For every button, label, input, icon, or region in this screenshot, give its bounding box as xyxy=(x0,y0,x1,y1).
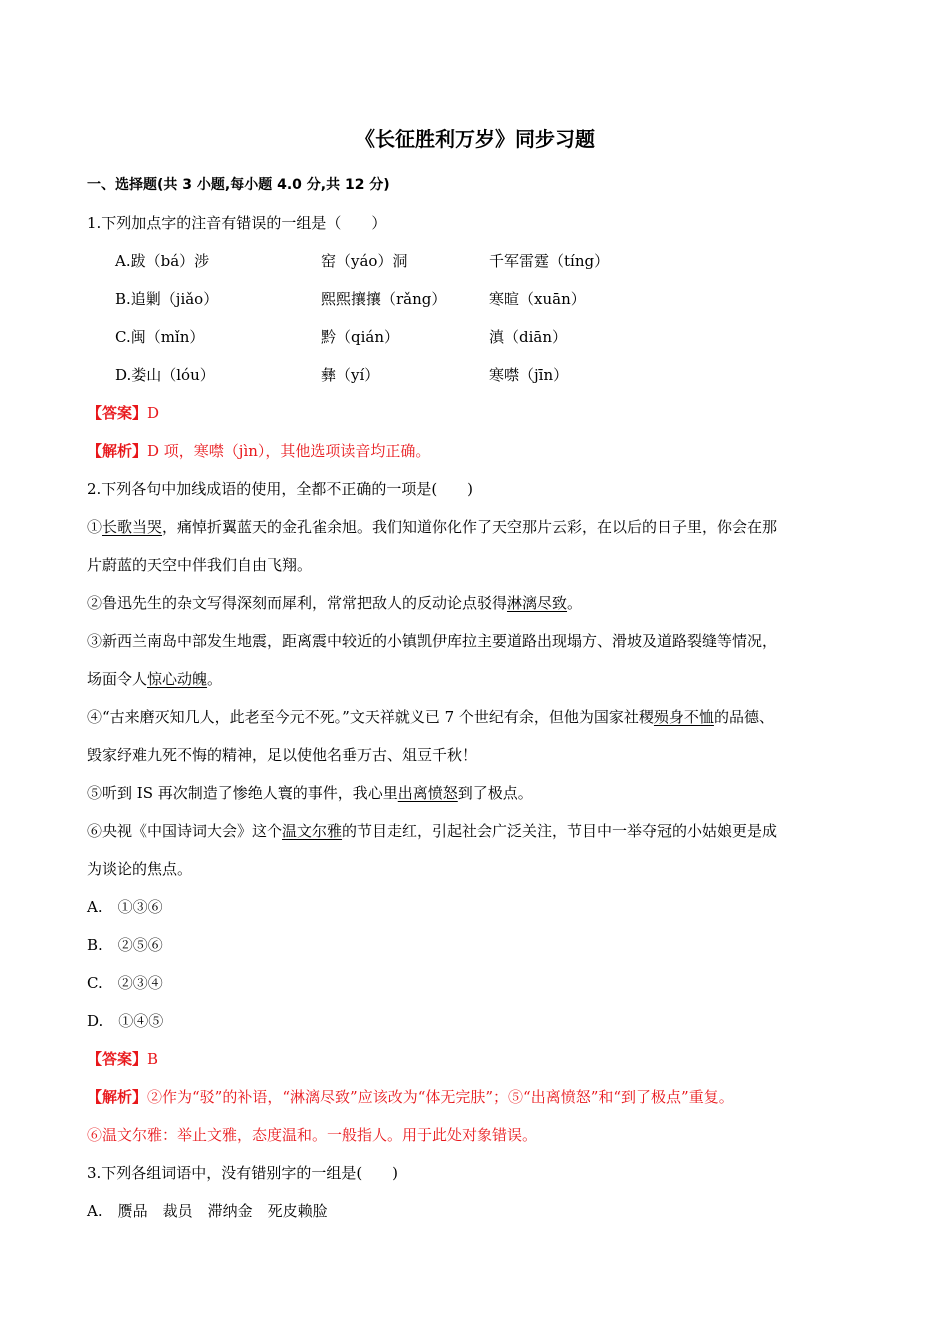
q1-option-a-3: 千军雷霆（tíng） xyxy=(489,252,610,270)
q1-option-a-2: 窑（yáo）洞 xyxy=(321,252,408,270)
q2-analysis-cont: ⑥温文尔雅：举止文雅，态度温和。一般指人。用于此处对象错误。 xyxy=(87,1126,538,1144)
q2-option-d: D. ①④⑤ xyxy=(87,1012,164,1030)
question-2-stem: 2.下列各句中加线成语的使用，全都不正确的一项是( ) xyxy=(87,480,474,498)
q2-sentence-1: ①长歌当哭，痛悼折翼蓝天的金孔雀余旭。我们知道你化作了天空那片云彩，在以后的日子里，你会在那 xyxy=(87,518,778,536)
q2-option-c: C. ②③④ xyxy=(87,974,163,992)
q1-option-b-1: B.追剿（jiǎo） xyxy=(115,290,219,308)
q2-answer xyxy=(87,1049,158,1069)
underlined-idiom: 长歌当哭 xyxy=(102,518,163,536)
q3-option-a: A. 赝品 裁员 滞纳金 死皮赖脸 xyxy=(87,1202,328,1220)
analysis-label: 【解析】 xyxy=(87,1088,148,1106)
q1-option-d-3: 寒噤（jīn） xyxy=(489,366,569,384)
q2-option-b: B. ②⑤⑥ xyxy=(87,936,163,954)
answer-label: 【答案】 xyxy=(87,1050,148,1068)
q1-option-b-3: 寒暄（xuān） xyxy=(489,290,586,308)
q2-sentence-4: ④“古来磨灭知几人，此老至今元不死。”文天祥就义已 7 个世纪有余，但他为国家社稷殒身不恤的品德、 xyxy=(87,708,774,726)
q1-option-b-2: 熙熙攘攘（rǎng） xyxy=(321,290,447,308)
section-heading: 一、选择题(共 3 小题,每小题 4.0 分,共 12 分) xyxy=(87,177,390,193)
q2-sentence-3-cont: 场面令人惊心动魄。 xyxy=(87,670,223,688)
q1-option-c-2: 黔（qián） xyxy=(321,328,400,346)
question-1-stem: 1.下列加点字的注音有错误的一组是（ ） xyxy=(87,214,387,232)
q2-sentence-4-cont: 毁家纾难九死不悔的精神，足以使他名垂万古、俎豆千秋！ xyxy=(87,746,478,764)
analysis-label: 【解析】 xyxy=(87,442,148,460)
q2-sentence-2: ②鲁迅先生的杂文写得深刻而犀利，常常把敌人的反动论点驳得淋漓尽致。 xyxy=(87,594,583,612)
question-3-stem: 3.下列各组词语中，没有错别字的一组是( ) xyxy=(87,1164,399,1182)
answer-value: B xyxy=(147,1050,159,1068)
q1-option-a-1: A.跋（bá）涉 xyxy=(115,252,210,270)
underlined-idiom: 温文尔雅 xyxy=(282,822,343,840)
q1-option-c-1: C.闽（mǐn） xyxy=(115,328,205,346)
answer-label: 【答案】 xyxy=(87,404,148,422)
q1-option-d-1: D.娄山（lóu） xyxy=(115,366,215,384)
underlined-idiom: 出离愤怒 xyxy=(397,784,458,802)
q1-option-c-3: 滇（diān） xyxy=(489,328,568,346)
answer-value: D xyxy=(147,404,160,422)
q2-sentence-5: ⑤听到 IS 再次制造了惨绝人寰的事件，我心里出离愤怒到了极点。 xyxy=(87,784,533,802)
underlined-idiom: 惊心动魄 xyxy=(147,670,208,688)
underlined-idiom: 淋漓尽致 xyxy=(507,594,568,612)
page-title: 《长征胜利万岁》同步习题 xyxy=(355,127,595,151)
q2-sentence-6: ⑥央视《中国诗词大会》这个温文尔雅的节目走红，引起社会广泛关注，节目中一举夺冠的小姑娘更是成 xyxy=(87,822,778,840)
analysis-text: ②作为“驳”的补语，“淋漓尽致”应该改为“体无完肤”；⑤“出离愤怒”和“到了极点”重复。 xyxy=(147,1088,734,1106)
q2-analysis xyxy=(87,1087,734,1107)
analysis-text: D 项，寒噤（jìn），其他选项读音均正确。 xyxy=(147,442,431,460)
q2-sentence-1-cont: 片蔚蓝的天空中伴我们自由飞翔。 xyxy=(87,556,313,574)
q1-answer xyxy=(87,403,159,423)
q2-sentence-6-cont: 为谈论的焦点。 xyxy=(87,860,193,878)
q1-option-d-2: 彝（yí） xyxy=(321,366,380,384)
q1-analysis xyxy=(87,441,430,461)
underlined-idiom: 殒身不恤 xyxy=(653,708,714,726)
q2-option-a: A. ①③⑥ xyxy=(87,898,163,916)
q2-sentence-3: ③新西兰南岛中部发生地震，距离震中较近的小镇凯伊库拉主要道路出现塌方、滑坡及道路裂缝等情况， xyxy=(87,632,778,650)
